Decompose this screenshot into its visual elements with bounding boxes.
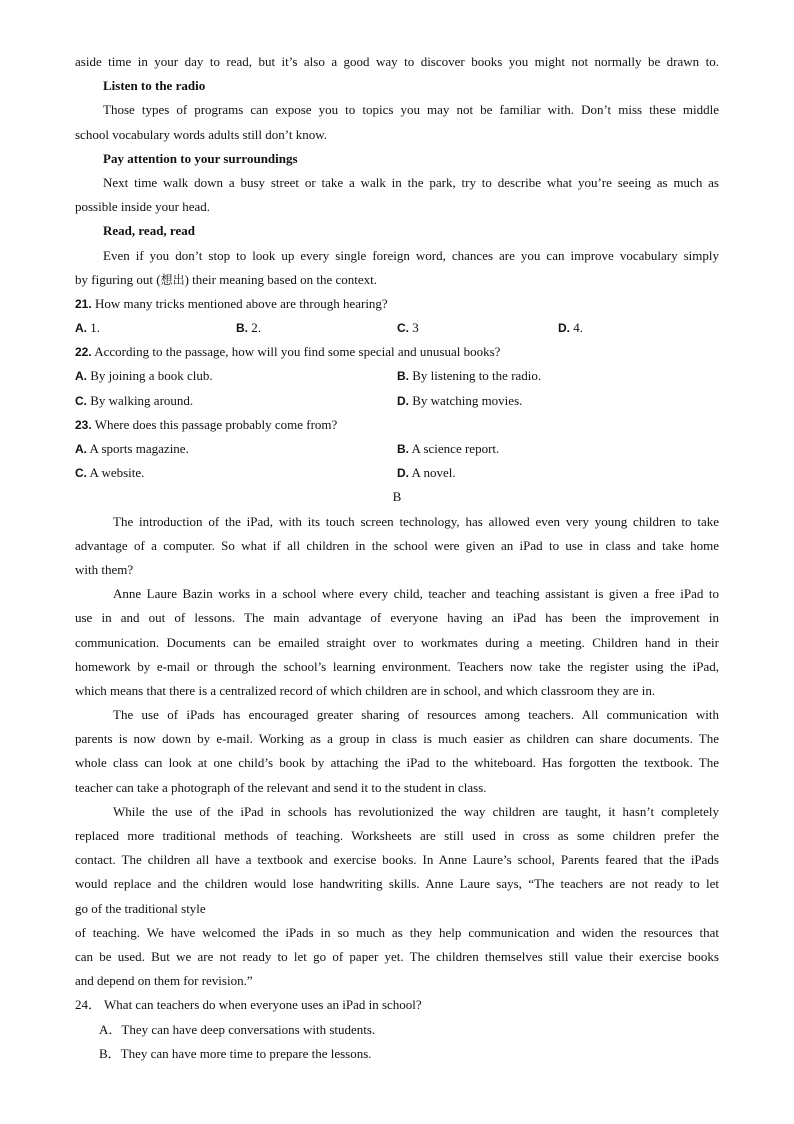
paragraph-line: advantage of a computer. So what if all children in the school were given an iPad to use in class and take home (75, 537, 719, 553)
paragraph-line: Anne Laure Bazin works in a school where every child, teacher and teaching assistant is given a free iPad to (113, 586, 719, 602)
passage-paragraph-1 (75, 510, 719, 583)
option-label: D. (397, 466, 409, 481)
option-text: A sports magazine. (89, 441, 189, 456)
option-c[interactable] (75, 389, 397, 413)
paragraph-line: whole class can look at one child’s book by attaching the iPad to the whiteboard. Has forgotten the textbook. The (75, 755, 719, 771)
paragraph-line: can be used. But we are not ready to let go of paper yet. The children themselves still value their exercise books (75, 948, 719, 964)
question-number: 24． (75, 997, 102, 1013)
paragraph-line: and depend on them for revision.” (75, 973, 253, 989)
question-21-options (75, 316, 719, 340)
option-label: A. (75, 369, 87, 384)
option-b[interactable] (75, 1042, 719, 1066)
question-22-options-row2 (75, 389, 719, 413)
chinese-gloss: 想出 (160, 272, 185, 287)
question-number: 21. (75, 296, 92, 311)
option-d[interactable] (397, 389, 719, 413)
passage-paragraph-2 (75, 582, 719, 703)
tip-heading-read: Read, read, read (103, 223, 195, 239)
question-24 (75, 993, 719, 1017)
option-text: By watching movies. (412, 392, 523, 408)
passage-paragraph-3 (75, 703, 719, 800)
paragraph-line: contact. The children all have a textbook and exercise books. In Anne Laure’s school, Parents feared that the iPads (75, 852, 719, 868)
option-text: By joining a book club. (90, 368, 213, 384)
option-label: A. (75, 442, 87, 456)
option-b[interactable] (397, 437, 719, 461)
paragraph-line: possible inside your head. (75, 199, 211, 215)
question-22 (75, 340, 719, 364)
paragraph-line: use in and out of lessons. The main advantage of everyone having an iPad has been the improvement in (75, 610, 719, 626)
paragraph-line: of teaching. We have welcomed the iPads in so much as they help communication and widen the resources that (75, 924, 719, 940)
option-c[interactable] (397, 316, 558, 340)
option-c[interactable] (75, 461, 397, 485)
option-text: By walking around. (90, 392, 194, 408)
paragraph-line: Next time walk down a busy street or take a walk in the park, try to describe what you’re seeing as much as (103, 174, 719, 190)
paragraph-line: Even if you don’t stop to look up every single foreign word, chances are you can improve vocabulary simply (103, 247, 719, 263)
question-23 (75, 413, 719, 437)
passage-paragraph-5 (75, 921, 719, 994)
option-label: A． (99, 1021, 122, 1037)
option-label: A. (75, 321, 87, 336)
question-number: 23. (75, 417, 92, 432)
paragraph-line: school vocabulary words adults still don’t know. (75, 126, 328, 142)
option-text: 3 (412, 320, 419, 336)
paragraph-line: The introduction of the iPad, with its touch screen technology, has allowed even very young children to take (113, 513, 719, 529)
option-label: D. (397, 393, 409, 408)
option-label: C. (75, 466, 87, 481)
option-text: By listening to the radio. (412, 368, 542, 384)
question-22-options-row1 (75, 364, 719, 388)
question-stem: What can teachers do when everyone uses an iPad in school? (104, 997, 422, 1013)
option-label: B. (236, 321, 248, 336)
paragraph-line: aside time in your day to read, but it’s also a good way to discover books you might not normally be drawn to. (75, 54, 719, 69)
option-label: C. (75, 393, 87, 408)
paragraph-line: would replace and the children would lose handwriting skills. Anne Laure says, “The teachers are not ready to let (75, 876, 719, 892)
option-text: 4. (573, 320, 583, 336)
question-stem: Where does this passage probably come from? (94, 416, 338, 432)
option-a[interactable] (75, 437, 397, 461)
option-text: A website. (89, 465, 145, 481)
paragraph-line: Those types of programs can expose you to topics you may not be familiar with. Don’t miss these middle (103, 102, 719, 118)
option-b[interactable] (236, 316, 397, 340)
option-a[interactable] (75, 316, 236, 340)
option-a[interactable] (75, 364, 397, 388)
tip-heading-surroundings: Pay attention to your surroundings (103, 150, 298, 166)
paragraph-line: go of the traditional style (75, 900, 206, 916)
paragraph-line: communication. Documents can be emailed straight over to workmates during a meeting. Children hand in their (75, 634, 719, 650)
question-21 (75, 292, 719, 316)
paragraph-line (75, 268, 719, 292)
paragraph-line: While the use of the iPad in schools has revolutionized the way children are taught, it hasn’t completely (113, 803, 719, 819)
option-label: B. (397, 369, 409, 384)
question-23-options-row2 (75, 461, 719, 485)
paragraph-line: homework by e-mail or through the school’s learning environment. Teachers now take the register using the iPad, (75, 658, 719, 674)
paragraph-line: teacher can take a photograph of the relevant and send it to the student in class. (75, 779, 487, 795)
option-text: A novel. (411, 465, 456, 481)
option-text: They can have more time to prepare the lessons. (120, 1045, 372, 1061)
paragraph-line: The use of iPads has encouraged greater sharing of resources among teachers. All communication with (113, 707, 719, 723)
question-number: 22. (75, 345, 92, 360)
option-d[interactable] (397, 461, 719, 485)
option-d[interactable] (558, 316, 719, 340)
paragraph-line: which means that there is a centralized record of which children are in school, and which classroom they are in. (75, 682, 656, 698)
option-text: 2. (251, 320, 261, 336)
paragraph-line: parents is now down by e-mail. Working as a group in class is much easier as children can share documents. The (75, 731, 719, 747)
option-text: They can have deep conversations with students. (121, 1021, 376, 1037)
option-label: C. (397, 321, 409, 336)
paragraph-line: replaced more traditional methods of teaching. Worksheets are still used in cross as some children prefer the (75, 828, 719, 843)
document-page (75, 50, 719, 1066)
option-b[interactable] (397, 364, 719, 388)
option-a[interactable] (75, 1018, 719, 1042)
question-stem: According to the passage, how will you find some special and unusual books? (94, 344, 501, 360)
passage-paragraph-4 (75, 800, 719, 921)
option-text: A science report. (411, 441, 500, 456)
tip-heading-radio: Listen to the radio (103, 78, 206, 94)
option-label: B. (397, 442, 409, 456)
section-title: B (392, 489, 402, 505)
text-fragment: by figuring out ( (75, 271, 161, 287)
option-label: D. (558, 321, 570, 336)
question-23-options-row1 (75, 437, 719, 461)
question-stem: How many tricks mentioned above are through hearing? (94, 295, 388, 311)
option-text: 1. (90, 320, 100, 336)
text-fragment: ) their meaning based on the context. (184, 271, 378, 287)
option-label: B． (99, 1045, 121, 1061)
paragraph-line: with them? (75, 561, 134, 577)
